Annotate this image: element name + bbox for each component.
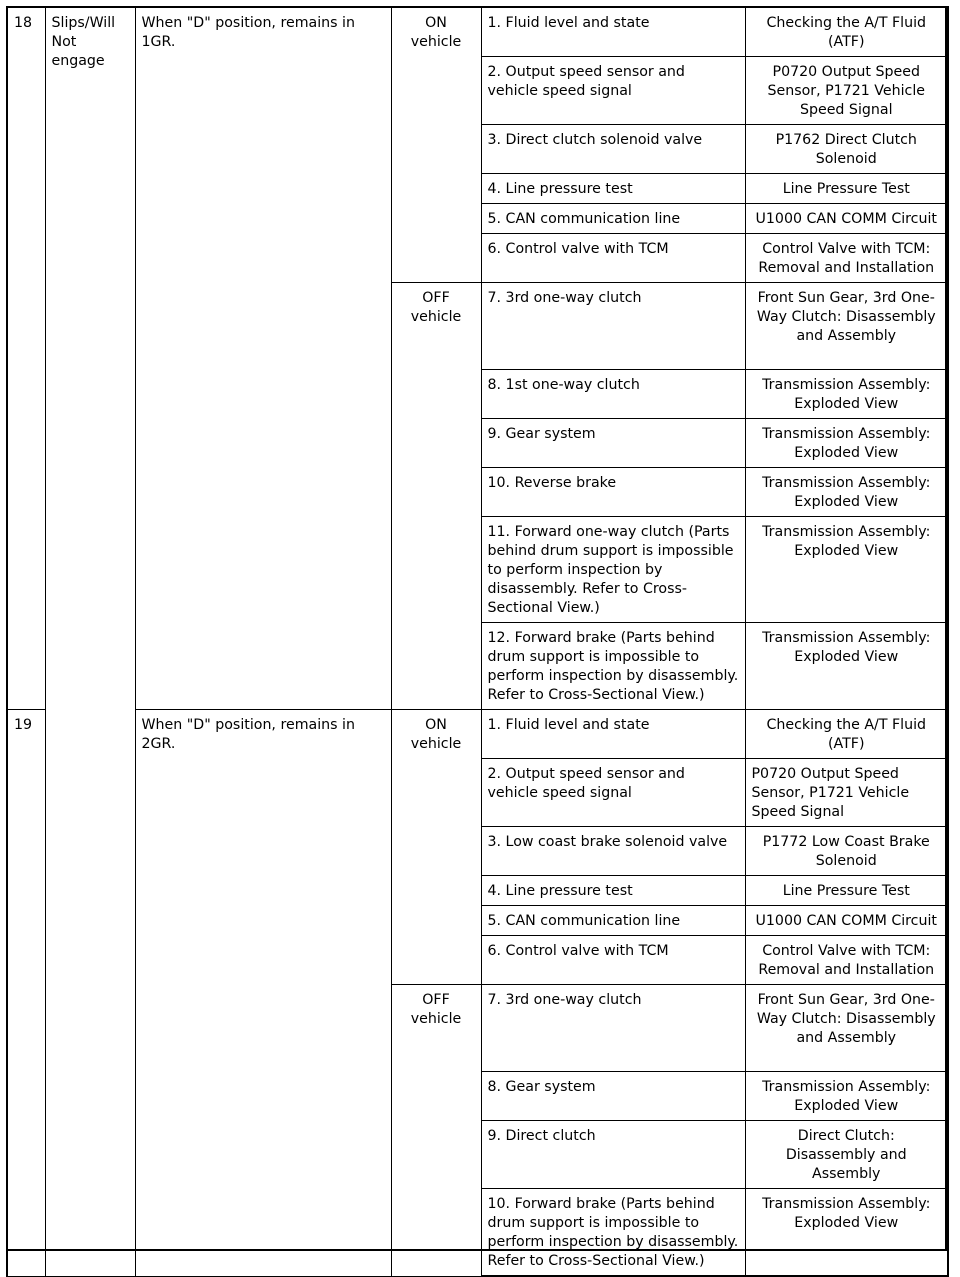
diagnosis-table-body <box>7 7 948 1276</box>
location-cell: ON vehicle <box>391 7 481 283</box>
check-item: 7. 3rd one-way clutch <box>481 283 745 370</box>
reference-link[interactable]: Control Valve with TCM: Removal and Installation <box>745 234 948 283</box>
reference-link[interactable]: Transmission Assembly: Exploded View <box>745 1189 948 1277</box>
reference-link[interactable]: U1000 CAN COMM Circuit <box>745 906 948 936</box>
symptom-cell: Slips/Will Not engage <box>45 7 135 1276</box>
reference-link[interactable]: Transmission Assembly: Exploded View <box>745 419 948 468</box>
reference-link[interactable]: Transmission Assembly: Exploded View <box>745 1072 948 1121</box>
check-item: 8. 1st one-way clutch <box>481 370 745 419</box>
reference-link[interactable]: Transmission Assembly: Exploded View <box>745 623 948 710</box>
check-item: 9. Gear system <box>481 419 745 468</box>
check-item: 6. Control valve with TCM <box>481 234 745 283</box>
check-item: 5. CAN communication line <box>481 204 745 234</box>
location-cell: OFF vehicle <box>391 985 481 1277</box>
reference-link[interactable]: Direct Clutch: Disassembly and Assembly <box>745 1121 948 1189</box>
location-cell: OFF vehicle <box>391 283 481 710</box>
check-item: 9. Direct clutch <box>481 1121 745 1189</box>
condition-cell: When "D" position, remains in 1GR. <box>135 7 391 710</box>
reference-link[interactable]: P1762 Direct Clutch Solenoid <box>745 125 948 174</box>
reference-link[interactable]: Checking the A/T Fluid (ATF) <box>745 7 948 57</box>
reference-link[interactable]: Transmission Assembly: Exploded View <box>745 468 948 517</box>
check-item: 5. CAN communication line <box>481 906 745 936</box>
reference-link[interactable]: P1772 Low Coast Brake Solenoid <box>745 827 948 876</box>
diagnosis-table <box>6 6 949 1277</box>
check-item: 7. 3rd one-way clutch <box>481 985 745 1072</box>
check-item: 10. Reverse brake <box>481 468 745 517</box>
condition-cell: When "D" position, remains in 2GR. <box>135 710 391 1277</box>
check-item: 8. Gear system <box>481 1072 745 1121</box>
reference-link[interactable]: U1000 CAN COMM Circuit <box>745 204 948 234</box>
table-row <box>7 7 948 57</box>
reference-link[interactable]: P0720 Output Speed Sensor, P1721 Vehicle Speed Signal <box>745 57 948 125</box>
check-item: 2. Output speed sensor and vehicle speed signal <box>481 57 745 125</box>
reference-link[interactable]: Line Pressure Test <box>745 876 948 906</box>
reference-link[interactable]: Front Sun Gear, 3rd One-Way Clutch: Disassembly and Assembly <box>745 283 948 370</box>
check-item: 12. Forward brake (Parts behind drum support is impossible to perform inspection by disassembly. Refer to Cross-Sectional View.) <box>481 623 745 710</box>
check-item: 10. Forward brake (Parts behind drum support is impossible to perform inspection by disassembly. Refer to Cross-Sectional View.) <box>481 1189 745 1277</box>
check-item: 4. Line pressure test <box>481 876 745 906</box>
table-row <box>7 710 948 759</box>
check-item: 11. Forward one-way clutch (Parts behind drum support is impossible to perform inspection by disassembly. Refer to Cross-Sectional View.) <box>481 517 745 623</box>
check-item: 1. Fluid level and state <box>481 710 745 759</box>
reference-link[interactable]: Line Pressure Test <box>745 174 948 204</box>
reference-link[interactable]: Transmission Assembly: Exploded View <box>745 517 948 623</box>
check-item: 2. Output speed sensor and vehicle speed signal <box>481 759 745 827</box>
reference-link[interactable]: Front Sun Gear, 3rd One-Way Clutch: Disassembly and Assembly <box>745 985 948 1072</box>
reference-link[interactable]: Transmission Assembly: Exploded View <box>745 370 948 419</box>
row-number: 18 <box>7 7 45 710</box>
reference-link[interactable]: Checking the A/T Fluid (ATF) <box>745 710 948 759</box>
check-item: 1. Fluid level and state <box>481 7 745 57</box>
reference-link[interactable]: Control Valve with TCM: Removal and Installation <box>745 936 948 985</box>
reference-link[interactable]: P0720 Output Speed Sensor, P1721 Vehicle Speed Signal <box>745 759 948 827</box>
location-cell: ON vehicle <box>391 710 481 985</box>
check-item: 3. Direct clutch solenoid valve <box>481 125 745 174</box>
row-number: 19 <box>7 710 45 1277</box>
check-item: 3. Low coast brake solenoid valve <box>481 827 745 876</box>
check-item: 4. Line pressure test <box>481 174 745 204</box>
check-item: 6. Control valve with TCM <box>481 936 745 985</box>
